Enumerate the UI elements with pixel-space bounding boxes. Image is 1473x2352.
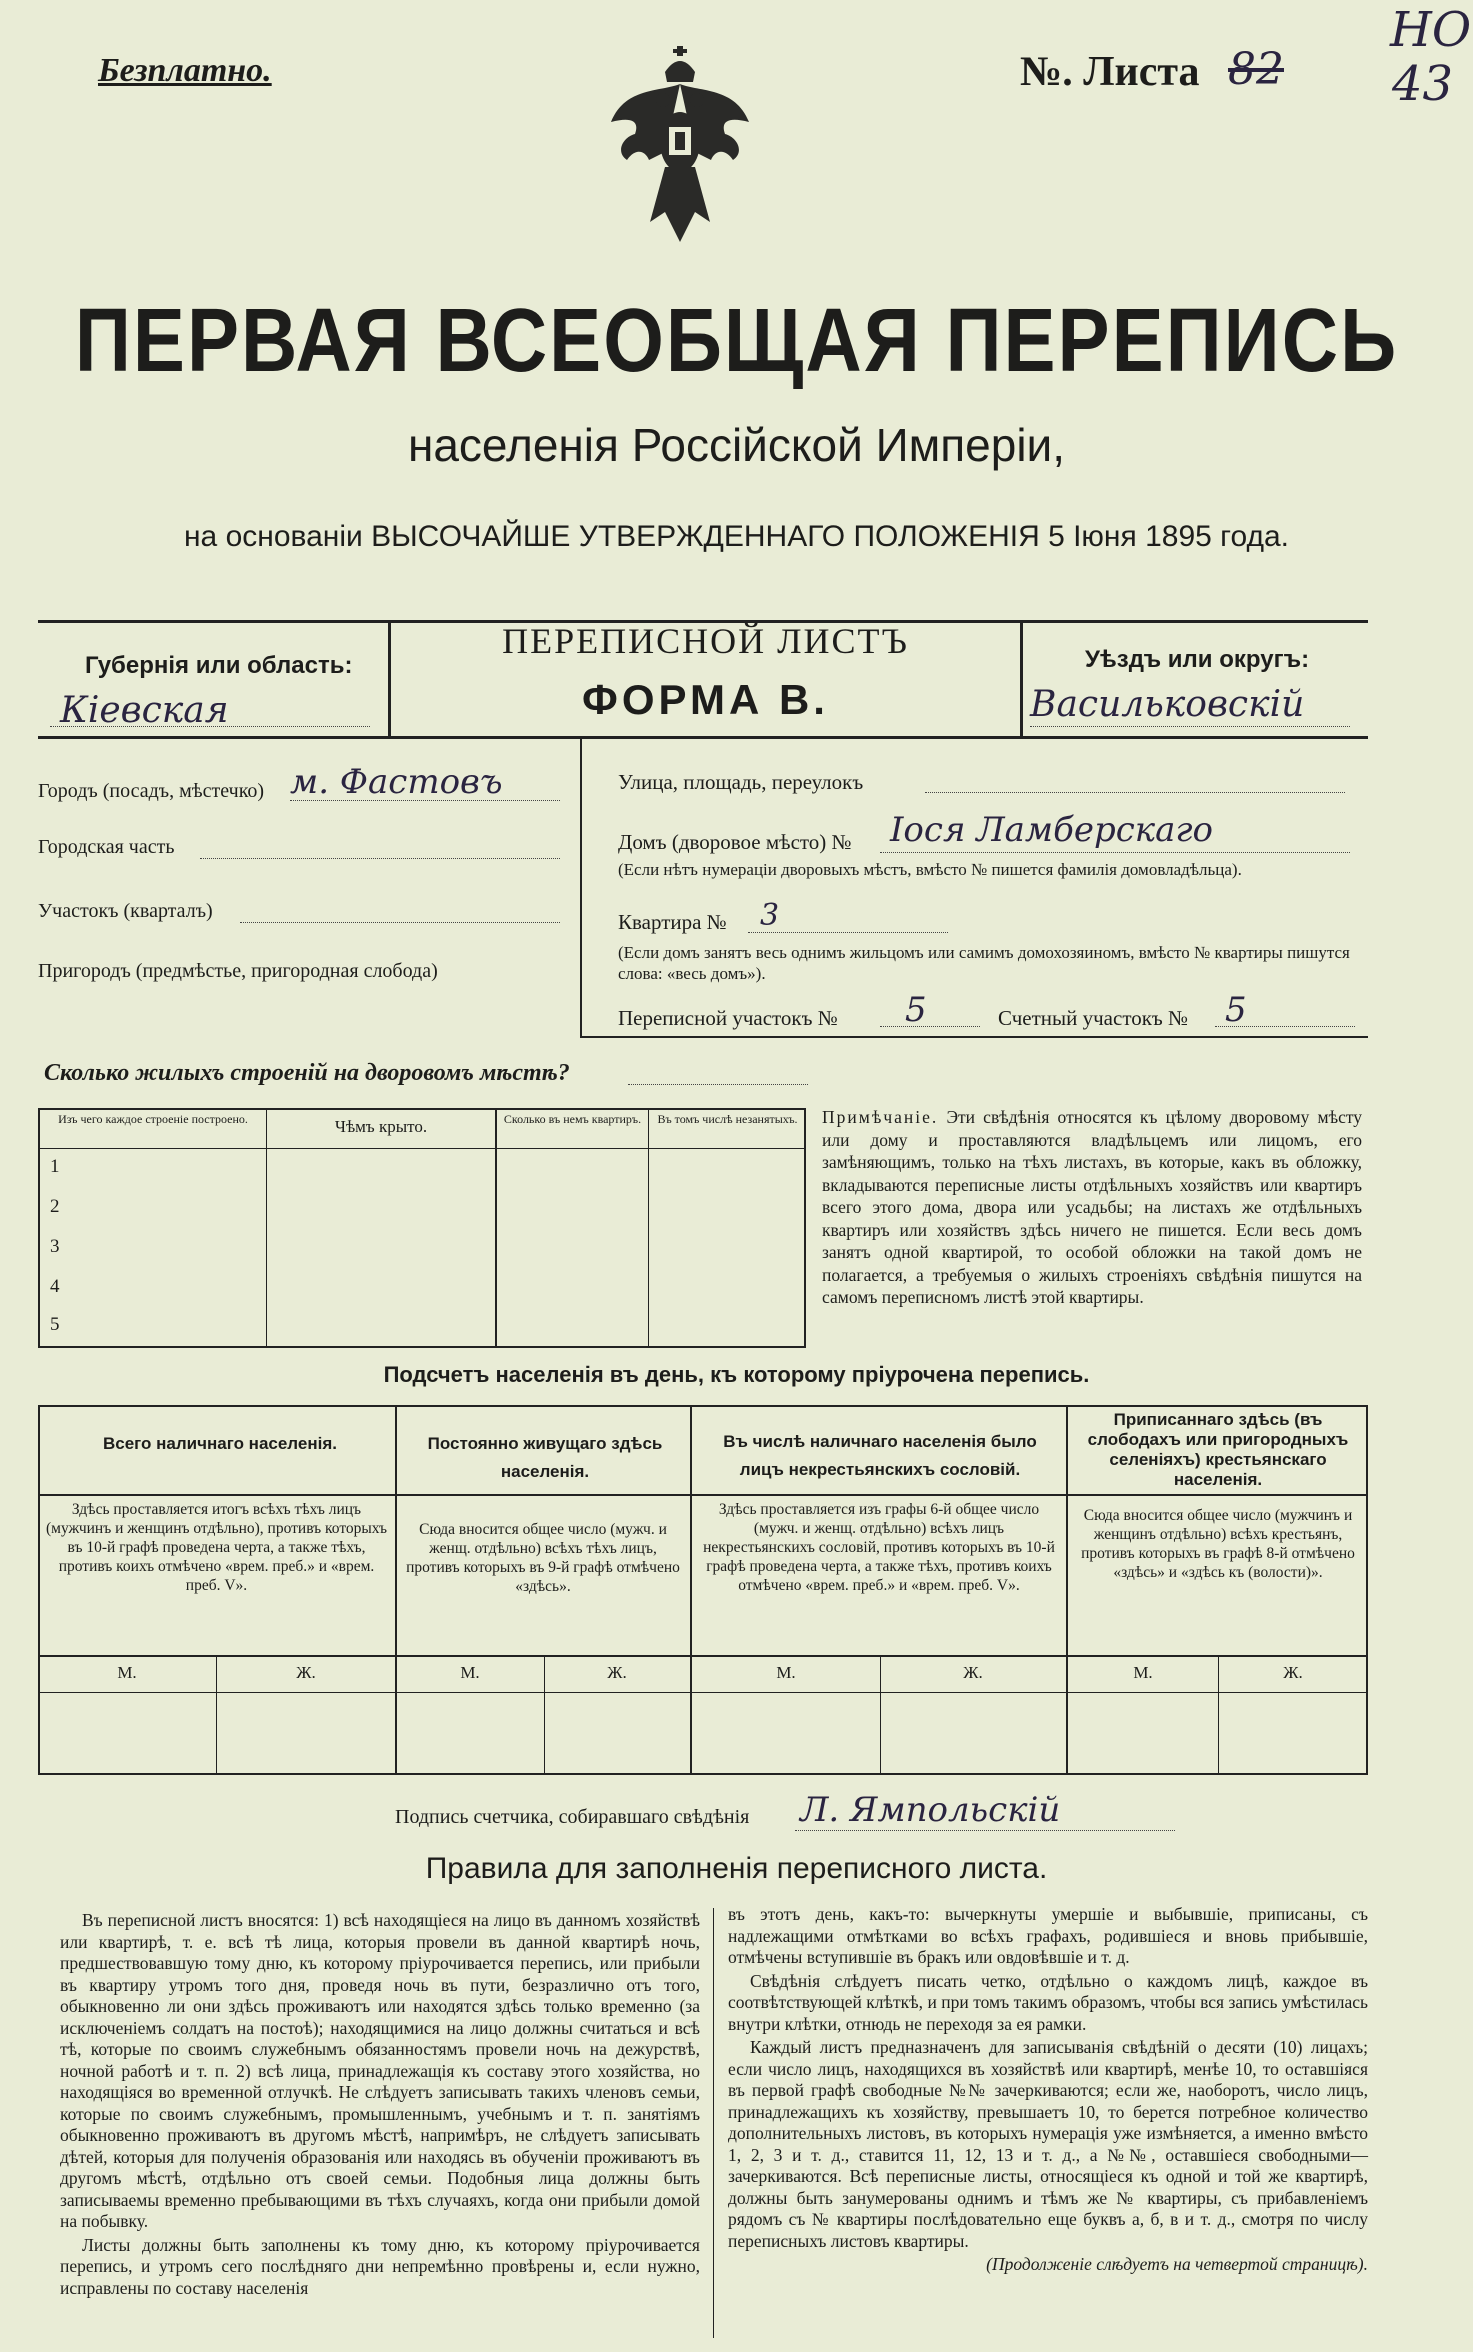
sheet-number-value: 82	[1228, 44, 1284, 95]
count-title: Подсчетъ населенія въ день, къ которому пріурочена перепись.	[383, 1362, 1090, 1387]
buildings-row-5: 5	[50, 1314, 60, 1335]
prigorod-label: Пригородъ (предмѣстье, пригородная слобода)	[38, 960, 438, 982]
count-col3-m: М.	[776, 1663, 796, 1682]
note-text: Эти свѣдѣнія относятся къ цѣлому дворовому мѣсту или дому и проставляются владѣльцемъ или лицомъ, его замѣняющимъ, только на тѣхъ листахъ, въ которые, какъ въ обложку, вкладываются переписные листы отдѣльныхъ хозяйствъ или квартиръ всего этого дома, двора или усадьбы; на листахъ же отдѣльныхъ квартиръ или хозяйствъ здѣсь ничего не пишется. Если весь домъ занятъ одной квартирой, то особой обложки на такой домъ не полагается, а требуемыя о жилыхъ строеніяхъ свѣдѣнія пишутся на самомъ переписномъ листѣ этой квартиры.	[822, 1107, 1363, 1307]
rules-right-para-2: Свѣдѣнія слѣдуетъ писать четко, отдѣльно о каждомъ лицѣ, каждое въ соотвѣтствующей клѣткѣ, и при томъ такимъ образомъ, чтобы вся запись умѣстилась внутри клѣтки, отнюдь не переходя за ея рамки.	[728, 1970, 1368, 2034]
dom-value: Іося Ламберскаго	[890, 810, 1213, 850]
kvartira-value: 3	[760, 898, 780, 933]
ulica-label: Улица, площадь, переулокъ	[618, 770, 864, 794]
buildings-header-apartments: Сколько въ немъ квартиръ.	[503, 1112, 642, 1126]
census-main-title: ПЕРВАЯ ВСЕОБЩАЯ ПЕРЕПИСЬ	[74, 289, 1399, 391]
count-col3-head: Въ числѣ наличнаго населенія было лицъ некрестьянскихъ сословій.	[723, 1432, 1037, 1479]
buildings-header-vacant: Въ томъ числѣ незанятыхъ.	[657, 1112, 798, 1126]
count-col2-zh: Ж.	[607, 1663, 627, 1682]
note-title: Примѣчаніе.	[822, 1107, 939, 1127]
count-col2-head: Постоянно живущаго здѣсь населенія.	[427, 1434, 663, 1481]
gorod-label: Городъ (посадъ, мѣстечко)	[38, 780, 265, 802]
dom-label: Домъ (дворовое мѣсто) №	[618, 830, 852, 854]
count-col1-m: М.	[117, 1663, 137, 1682]
buildings-header-roof: Чѣмъ крыто.	[334, 1117, 428, 1136]
buildings-question: Сколько жилыхъ строеній на дворовомъ мѣстѣ?	[44, 1060, 570, 1086]
rules-title: Правила для заполненія переписного листа.	[425, 1852, 1048, 1885]
count-col2-m: М.	[460, 1663, 480, 1682]
signature-value: Л. Ямпольскій	[800, 1790, 1061, 1830]
rules-right-para-3: Каждый листъ предназначенъ для записыванія свѣдѣній о десяти (10) лицахъ; если число лицъ, находящихся въ хозяйствѣ или квартирѣ, менѣе 10, то оставшіяся въ первой графѣ свободные №№ зачеркиваются; если же, наоборотъ, число лицъ, принадлежащихъ къ хозяйству, превышаетъ 10, то берется потребное количество дополнительныхъ листовъ, въ которыхъ нумерація уже измѣняется, а именно вмѣсто 1, 2, 3 и т. д., ставится 11, 12, 13 и т. д., а №№, оставшіеся свободными—зачеркиваются. Всѣ переписные листы, относящіеся къ одной и той же квартирѣ, должны быть занумерованы однимъ и тѣмъ же № квартиры, съ прибавленіемъ рядомъ съ № квартиры послѣдовательно еще буквъ а, б, в и т. д., смотря по числу переписныхъ листовъ квартиры.	[728, 2037, 1368, 2251]
buildings-row-4: 4	[50, 1276, 60, 1297]
count-col4-zh: Ж.	[1283, 1663, 1303, 1682]
buildings-row-1: 1	[50, 1156, 60, 1177]
sheet-number-label: №. Листа	[1020, 49, 1200, 95]
census-basis: на основаніи ВЫСОЧАЙШЕ УТВЕРЖДЕННАГО ПОЛОЖЕНІЯ 5 Іюня 1895 года.	[183, 520, 1289, 553]
schetny-label: Счетный участокъ №	[998, 1006, 1189, 1030]
rules-right-column	[728, 1904, 1368, 2278]
uezd-label: Уѣздъ или округъ:	[1085, 646, 1310, 673]
perepisnoy-label: Переписной участокъ №	[618, 1006, 838, 1030]
count-col1-head: Всего наличнаго населенія.	[103, 1434, 337, 1453]
uchastok-label: Участокъ (кварталъ)	[38, 900, 213, 922]
census-subtitle: населенія Россійской Имперіи,	[407, 419, 1066, 471]
rules-left-para-2: Листы должны быть заполнены къ тому дню, къ которому пріурочивается перепись, и утромъ сего послѣдняго дни непремѣнно провѣрены и, если нужно, исправлены по составу населенія	[60, 2234, 700, 2298]
count-col4-desc: Сюда вносится общее число (мужчинъ и женщинъ отдѣльно) всѣхъ крестьянъ, противъ которыхъ въ графѣ 8-й отмѣчено «здѣсь» и «здѣсь къ (волости)».	[1081, 1507, 1355, 1581]
dom-note: (Если нѣтъ нумераціи дворовыхъ мѣстъ, вмѣсто № пишется фамилія домовладѣльца).	[618, 860, 1242, 879]
buildings-row-3: 3	[50, 1236, 60, 1257]
perepisnoy-value: 5	[905, 990, 927, 1030]
guberniya-value: Кіевская	[60, 690, 229, 731]
gorod-value: м. Фастовъ	[290, 762, 503, 802]
gorod-chast-label: Городская часть	[38, 836, 175, 858]
count-col4-m: М.	[1133, 1663, 1153, 1682]
rules-right-para-1: въ этотъ день, какъ-то: вычеркнуты умершіе и выбывшіе, приписаны, съ надлежащими отмѣтками во всѣхъ графахъ, родившіеся и вновь прибывшіе, отмѣчены вступившіе въ бракъ или овдовѣвшіе и т. д.	[728, 1904, 1368, 1967]
schetny-value: 5	[1225, 990, 1247, 1030]
buildings-table	[38, 1108, 806, 1348]
buildings-row-2: 2	[50, 1196, 60, 1217]
form-title: ФОРМА В.	[582, 676, 829, 723]
rules-continued: (Продолженіе слѣдуетъ на четвертой страницѣ).	[986, 2254, 1368, 2274]
free-label: Безплатно.	[98, 52, 272, 89]
guberniya-label: Губернія или область:	[85, 652, 353, 679]
kvartira-note: (Если домъ занятъ весь однимъ жильцомъ или самимъ домохозяиномъ, вмѣсто № квартиры пишутся слова: «весь домъ»).	[618, 943, 1350, 983]
signature-label: Подпись счетчика, собиравшаго свѣдѣнія	[395, 1806, 750, 1828]
kvartira-label: Квартира №	[618, 910, 727, 934]
buildings-note	[822, 1106, 1362, 1309]
count-col1-desc: Здѣсь проставляется итогъ всѣхъ тѣхъ лицъ (мужчинъ и женщинъ отдѣльно), противъ которыхъ въ 10-й графѣ проведена черта, а также тѣхъ, противъ коихъ отмѣчено «врем. преб.» и «врем. преб. V».	[46, 1501, 387, 1594]
count-col3-zh: Ж.	[963, 1663, 983, 1682]
sheet-title: ПЕРЕПИСНОЙ ЛИСТЪ	[502, 621, 909, 661]
count-col2-desc: Сюда вносится общее число (мужч. и женщ. отдѣльно) всѣхъ тѣхъ лицъ, противъ которыхъ въ 9-й графѣ отмѣчено «здѣсь».	[406, 1521, 680, 1595]
archive-mark-bottom: 43	[1392, 56, 1454, 112]
rules-left-column	[60, 1910, 700, 2301]
archive-mark-top: НО	[1390, 2, 1472, 58]
count-col4-head: Приписаннаго здѣсь (въ слободахъ или пригородныхъ селеніяхъ) крестьянскаго населенія.	[1087, 1410, 1349, 1489]
count-col1-zh: Ж.	[296, 1663, 316, 1682]
rules-left-para-1: Въ переписной листъ вносятся: 1) всѣ находящіеся на лицо въ данномъ хозяйствѣ или квартирѣ, т. е. всѣ тѣ лица, которыя провели въ данной квартирѣ ночь, предшествовавшую тому дню, къ которому пріурочивается перепись, или прибыли въ квартиру утромъ того дня, проведя ночь въ пути, безразлично отъ того, обыкновенно ли они здѣсь проживаютъ или находятся здѣсь только временно (за исключеніемъ солдатъ на постоѣ); находящимися на лицо должны считаться и всѣ тѣ, которые по своимъ служебнымъ обязанностямъ провели ночь на дежурствѣ, ночной работѣ и т. п. 2) всѣ лица, принадлежащія къ составу этого хозяйства, но находящіяся во временной отлучкѣ. Не слѣдуетъ записывать такихъ членовъ семьи, которые по своимъ служебнымъ, промышленнымъ, учебнымъ и т. п. занятіямъ обыкновенно проживаютъ въ другомъ мѣстѣ, напримѣръ, не слѣдуетъ записывать дѣтей, которыя для полученія образованія или находясь въ обученіи проживаютъ въ другомъ мѣстѣ, отдѣльно отъ своей семьи. Подобныя лица должны быть записываемы временно пребывающими въ тѣхъ случаяхъ, когда они прибыли домой на побывку.	[60, 1910, 700, 2231]
buildings-header-material: Изъ чего каждое строеніе построено.	[58, 1112, 248, 1126]
count-col3-desc: Здѣсь проставляется изъ графы 6-й общее число (мужч. и женщ. отдѣльно) всѣхъ лицъ некрестьянскихъ сословій, противъ которыхъ въ 10-й графѣ проведена черта, а также тѣхъ, противъ коихъ отмѣчено «врем. преб.» и «врем. преб. V».	[703, 1501, 1055, 1594]
imperial-eagle-emblem	[605, 42, 755, 252]
uezd-value: Васильковскій	[1030, 684, 1305, 725]
